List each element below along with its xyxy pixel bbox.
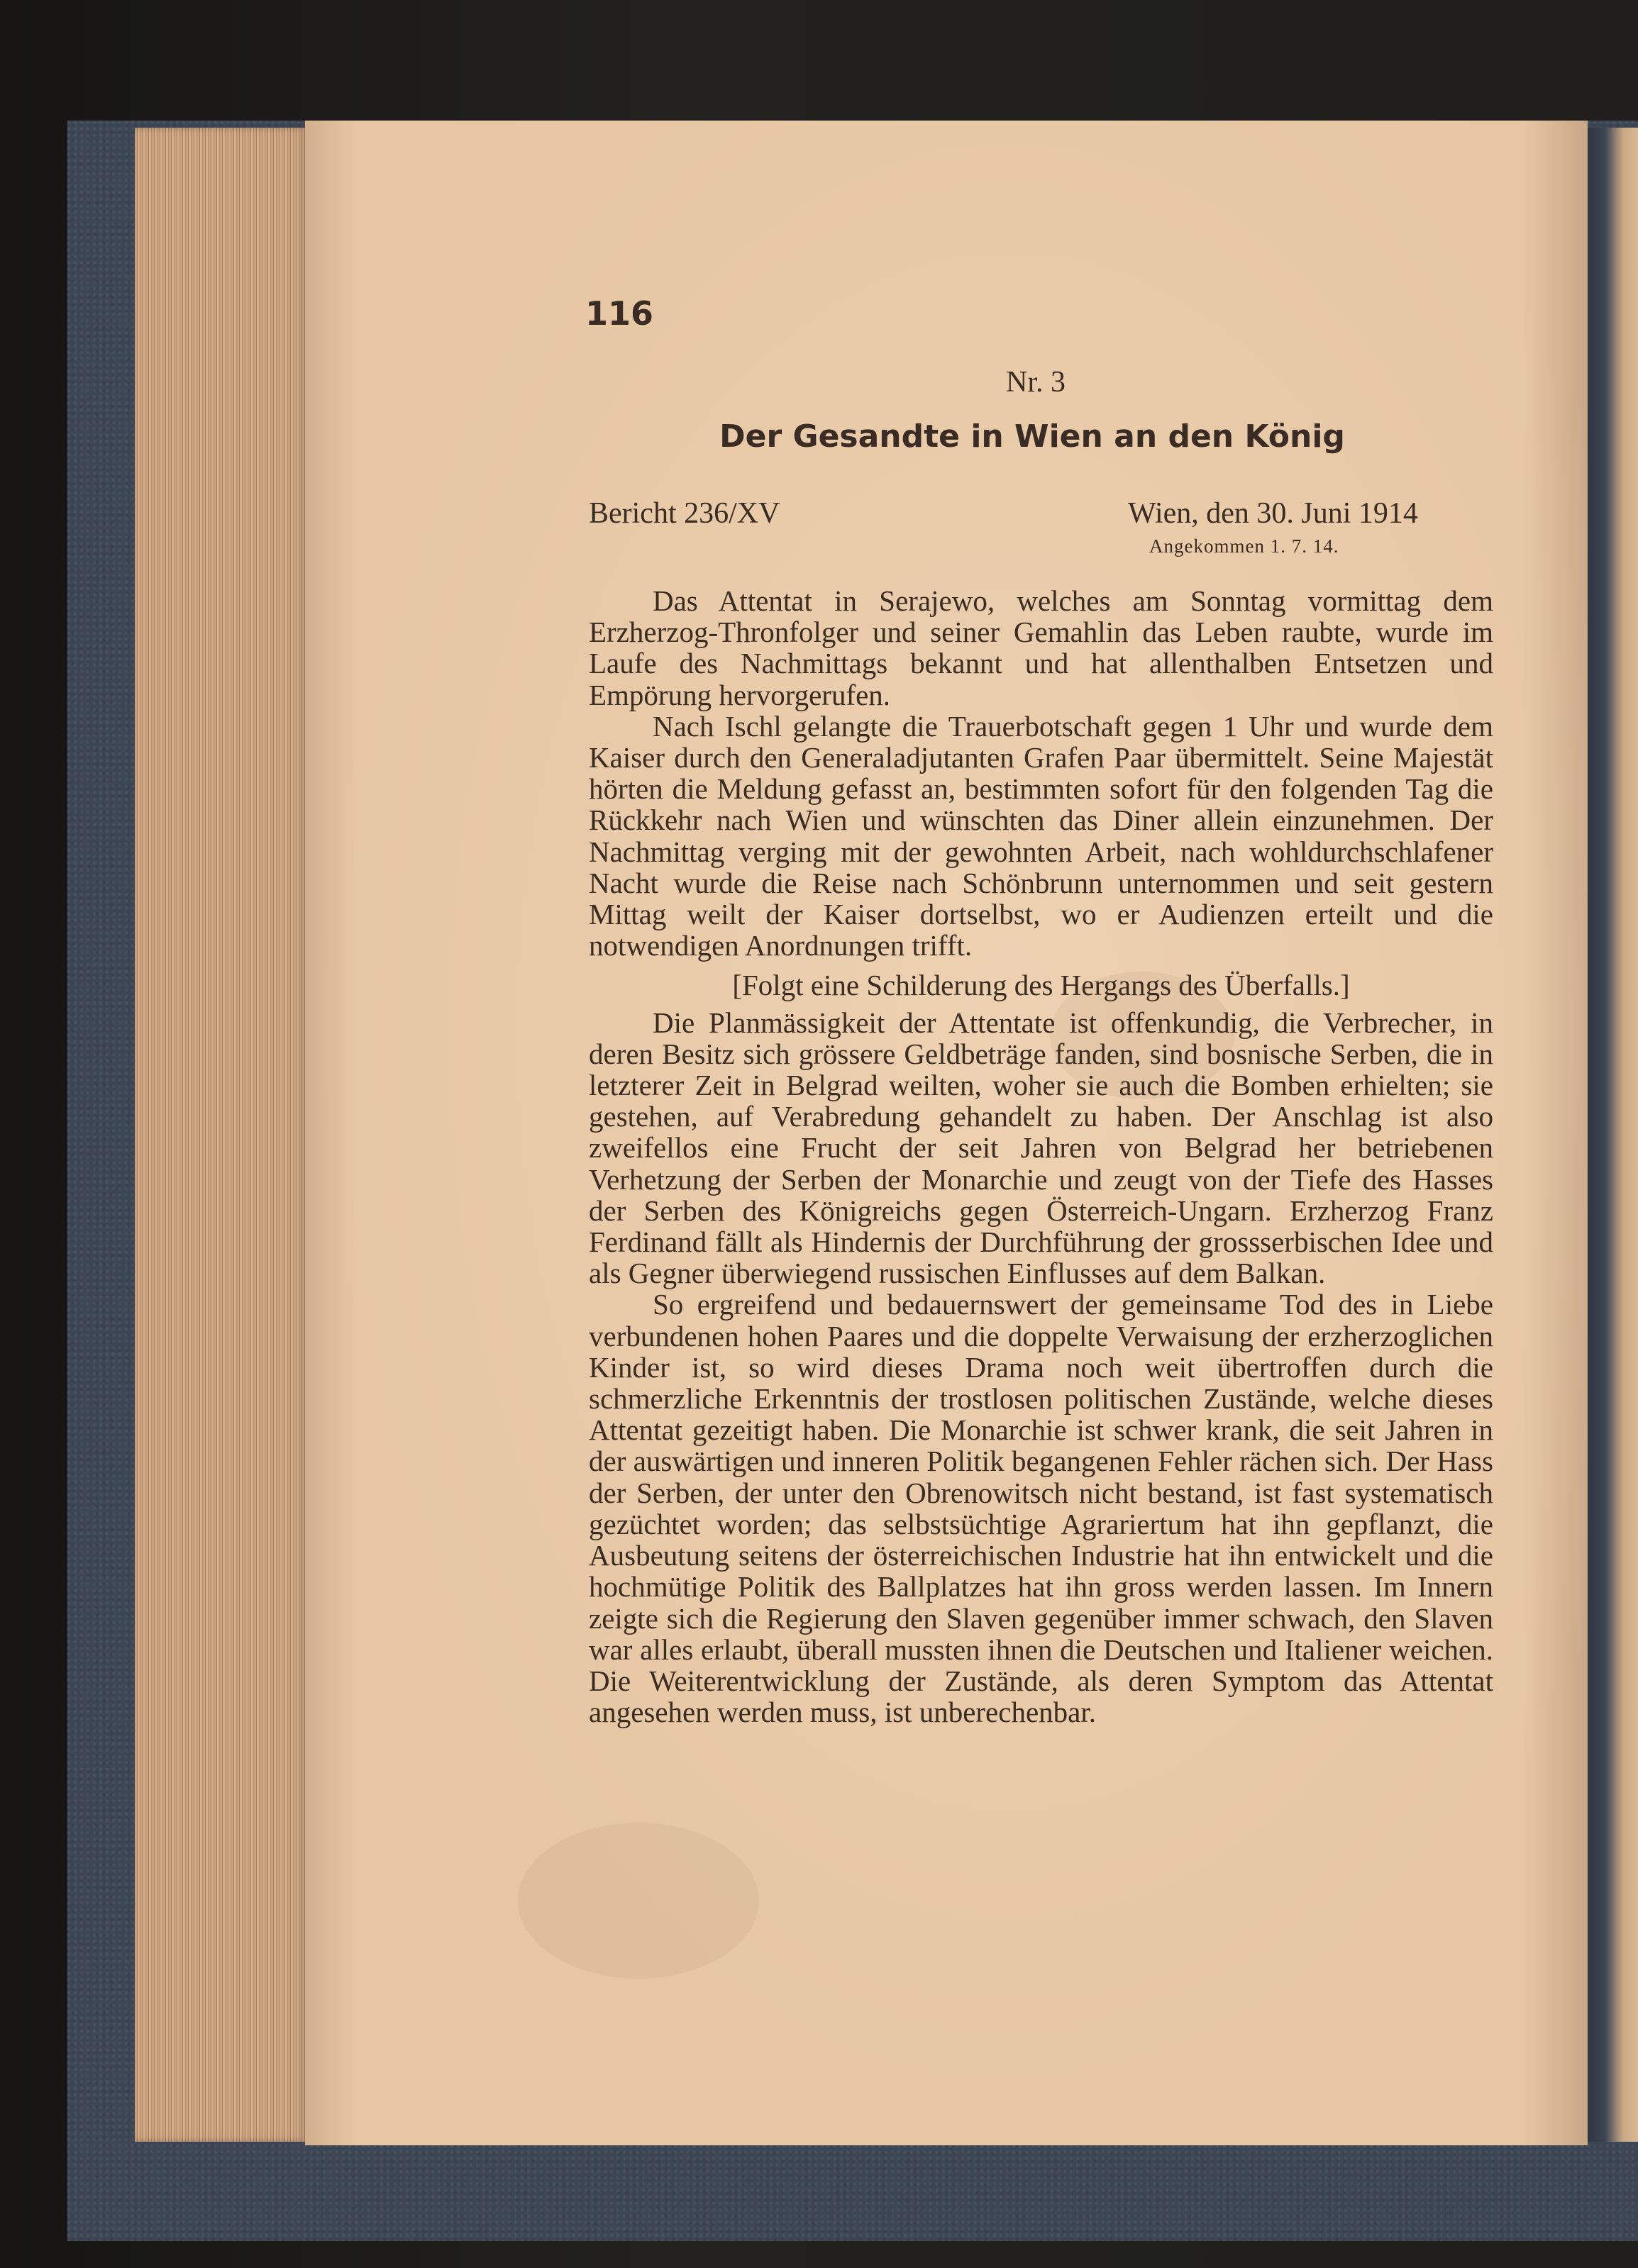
editorial-note: [Folgt eine Schilderung des Hergangs des Überfalls.]	[732, 969, 1350, 1002]
paragraph: So ergreifend und bedauernswert der gemeinsame Tod des in Liebe verbundenen hohen Paares und die doppelte Verwaisung der erzherzoglichen Kinder ist, so wird dieses Drama noch weit übertroffen durch die schmerzliche Erkenntnis der trostlosen politischen Zustände, welche dieses Attentat gezeitigt haben. Die Monarchie ist schwer krank, die seit Jahren in der auswärtigen und inneren Politik begangenen Fehler rächen sich. Der Hass der Serben, der unter den Obrenowitsch nicht bestand, ist fast systematisch gezüchtet worden; das selbstsüchtige Agrariertum hat ihn gepflanzt, die Ausbeutung seitens der österreichischen Industrie hat ihn entwickelt und die hochmütige Politik des Ballplatzes hat ihn gross werden lassen. Im Innern zeigte sich die Regierung den Slaven gegenüber immer schwach, den Slaven war alles erlaubt, überall mussten ihnen die Deutschen und Italiener weichen. Die Weiterentwicklung der Zustände, als deren Symptom das Attentat angesehen werden muss, ist unberechenbar.	[589, 1288, 1493, 1729]
paragraph: Das Attentat in Serajewo, welches am Sonntag vormittag dem Erzherzog-Thronfolger und seiner Gemahlin das Leben raubte, wurde im Laufe des Nachmittags bekannt und hat allenthalben Entsetzen und Empörung hervorgerufen.	[589, 584, 1493, 711]
document-number: Nr. 3	[1006, 366, 1066, 399]
paragraph: Die Planmässigkeit der Attentate ist offenkundig, die Verbrecher, in deren Besitz sich grössere Geldbeträge fanden, sind bosnische Serben, die in letzterer Zeit in Belgrad weilten, woher sie auch die Bomben erhielten; sie gestehen, auf Verabredung gehandelt zu haben. Der Anschlag ist also zweifellos eine Frucht der seit Jahren von Belgrad her betriebenen Verhetzung der Serben der Monarchie und zeugt von der Tiefe des Hasses der Serben des Königreichs gegen Österreich-Ungarn. Erzherzog Franz Ferdinand fällt als Hindernis der Durchführung der grossserbischen Idee und als Gegner überwiegend russischen Einflusses auf dem Balkan.	[589, 1006, 1493, 1290]
received-date: Angekommen 1. 7. 14.	[1149, 535, 1339, 557]
page-number: 116	[585, 294, 654, 333]
paper-stain	[518, 1823, 759, 1979]
report-reference: Bericht 236/XV	[589, 497, 780, 530]
paragraph: Nach Ischl gelangte die Trauerbotschaft gegen 1 Uhr und wurde dem Kaiser durch den Generaladjutanten Grafen Paar übermittelt. Seine Majestät hörten die Meldung gefasst an, bestimmten sofort für den folgenden Tag die Rückkehr nach Wien und wünschten das Diner allein einzunehmen. Der Nachmittag verging mit der gewohnten Arbeit, nach wohldurchschlafener Nacht wurde die Reise nach Schönbrunn unternommen und seit gestern Mittag weilt der Kaiser dortselbst, wo er Audienzen erteilt und die notwendigen Anordnungen trifft.	[589, 709, 1493, 962]
document-title: Der Gesandte in Wien an den König	[719, 418, 1345, 455]
next-page-edge	[1588, 128, 1638, 2142]
page-edges	[135, 128, 309, 2142]
report-place-date: Wien, den 30. Juni 1914	[1128, 497, 1418, 530]
body-text	[589, 585, 1493, 1728]
